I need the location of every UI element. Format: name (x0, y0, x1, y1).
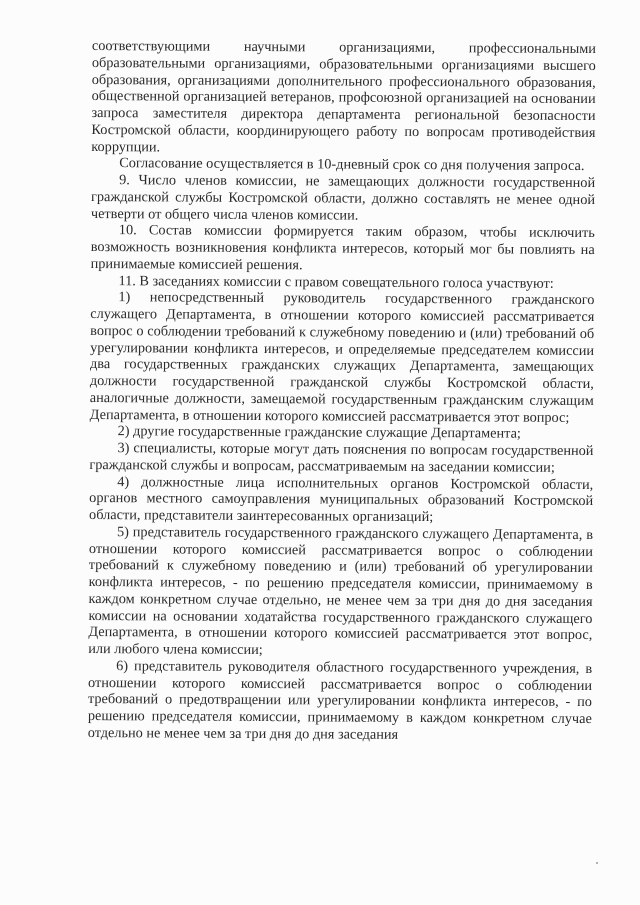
paragraph-item-9: 9. Число членов комиссии, не замещающих должности государственной гражданской службы Костромской области, должно составлять не менее одной четверти от общего числа членов комиссии. (90, 172, 596, 224)
paragraph-subitem-6: 6) представитель руководителя областного государственного учреждения, в отношении которого комиссией рассматривается вопрос о соблюдении требований о предотвращении или урегулировании конфликта интересов, - по решению председателя комиссии, принимаемому в каждом конкретном случае отдельно не менее чем за три дня до дня заседания (87, 657, 593, 743)
paragraph-1: Согласование осуществляется в 10-дневный срок со дня получения запроса. (119, 155, 585, 175)
paragraph-0: соответствующими научными организациями, профессиональными образовательными организациями, образовательными организациями высшего образования, организациями дополнительного профессионального образования, общественной организацией ветеранов, профсоюзной организацией на основании запроса заместителя директора департамента региональной безопасности Костромской области, координирующего работу по вопросам противодействия коррупции. (91, 38, 596, 155)
document-body (88, 38, 596, 745)
paragraph-subitem-5: 5) представитель государственного гражданского служащего Департамента, в отношении которого комиссией рассматривается вопрос о соблюдении требований к служебному поведению и (или) требований об урегулировании конфликта интересов, - по решению председателя комиссии, принимаемому в каждом конкретном случае отдельно, не менее чем за три дня до дня заседания комиссии на основании ходатайства государственного гражданского служащего Департамента, в отношении которого комиссией рассматривается этот вопрос, или любого члена комиссии; (88, 523, 594, 659)
paragraph-item-11: 11. В заседаниях комиссии с правом совещательного голоса участвуют: (118, 272, 554, 292)
scan-speck (596, 862, 598, 864)
paragraph-subitem-2: 2) другие государственные гражданские служащие Департамента; (117, 423, 521, 442)
paragraph-subitem-1: 1) непосредственный руководитель государственного гражданского служащего Департамента, в отношении которого комиссией рассматривается вопрос о соблюдении требований к служебному поведению и (или) требований об урегулировании конфликта интересов, и определяемые председателем комиссии два государственных гражданских служащих Департамента, замещающих должности государственной гражданской службы Костромской области, аналогичные должности, замещаемой государственным гражданским служащим Департамента, в отношении которого комиссией рассматривается этот вопрос; (89, 289, 595, 426)
paragraph-subitem-4: 4) должностные лица исполнительных органов Костромской области, органов местного самоуправления муниципальных образований Костромской области, представители заинтересованных организаций; (89, 473, 594, 526)
paragraph-item-10: 10. Состав комиссии формируется таким образом, чтобы исключить возможность возникновения конфликта интересов, который мог бы повлиять на принимаемые комиссией решения. (90, 222, 595, 274)
paragraph-subitem-3: 3) специалисты, которые могут дать пояснения по вопросам государственной гражданской службы и вопросам, рассматриваемым на заседании комиссии; (89, 440, 594, 476)
